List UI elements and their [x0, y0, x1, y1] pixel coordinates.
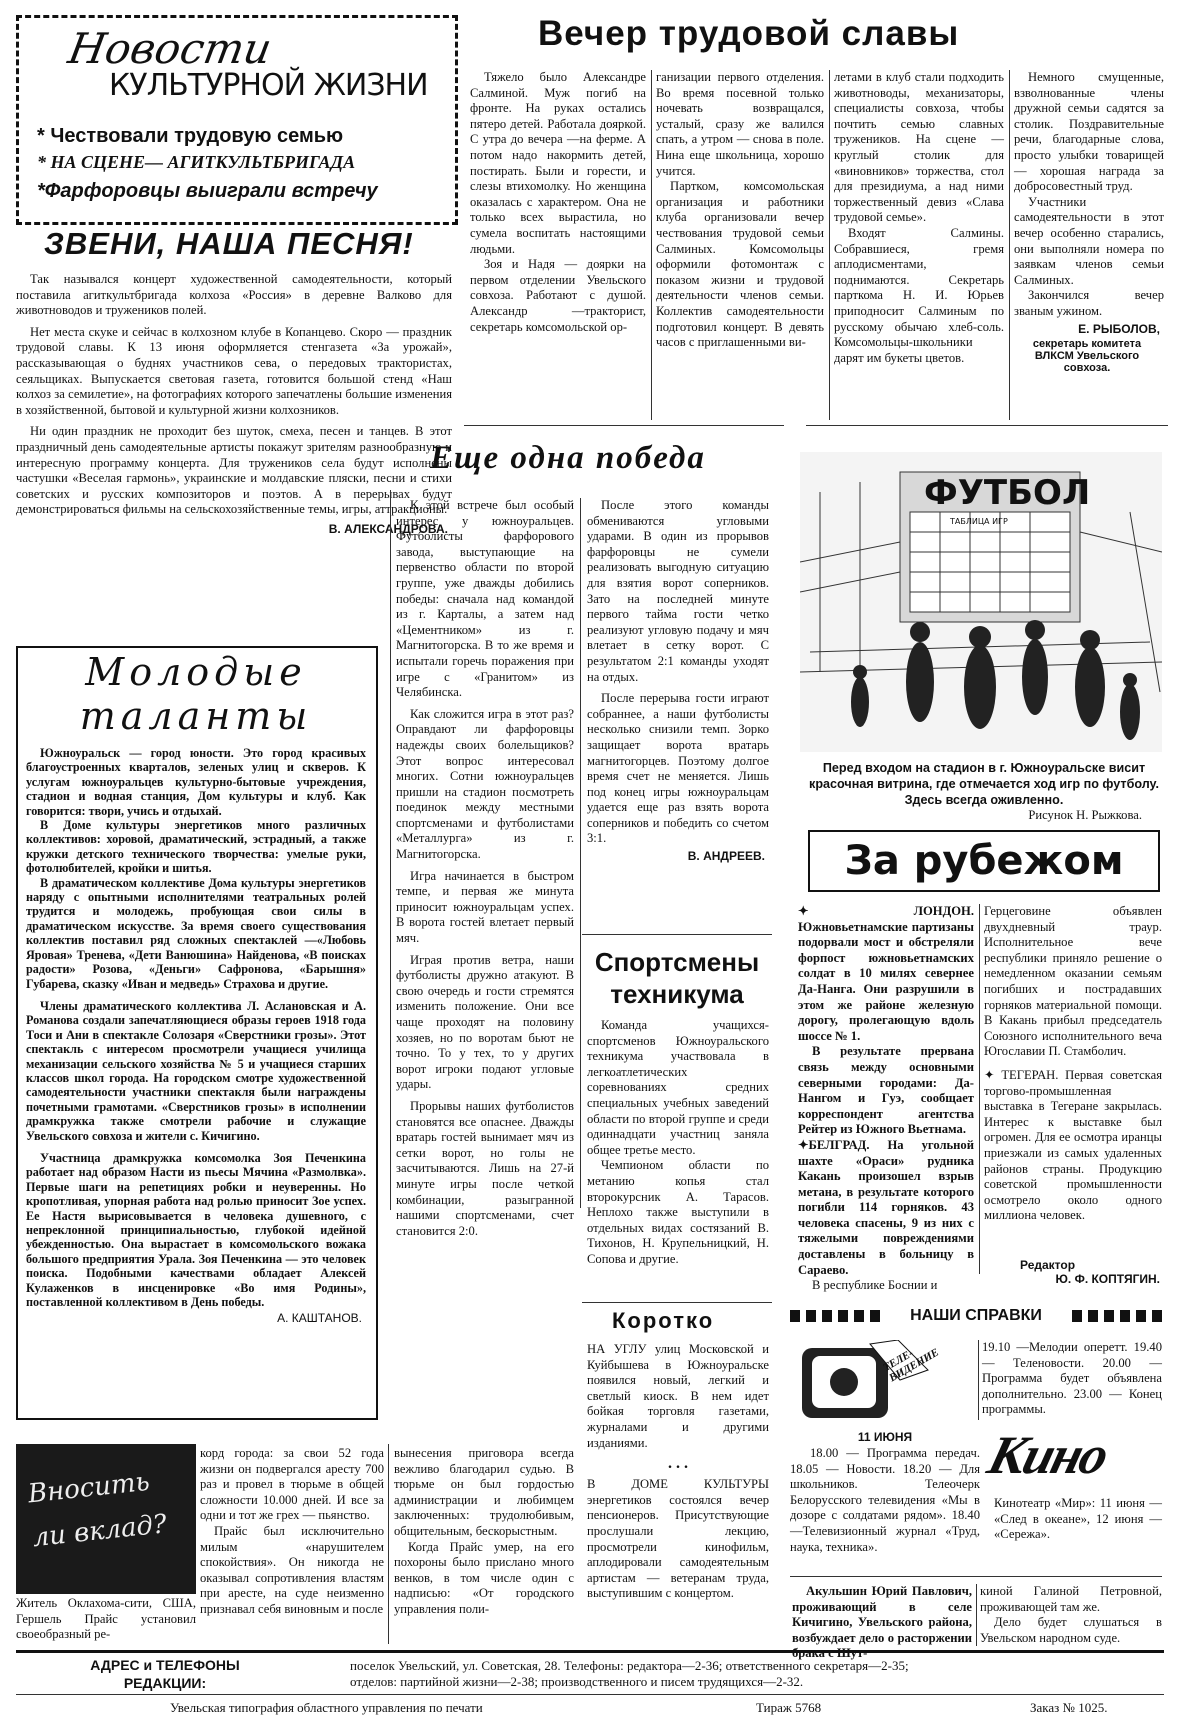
evening-signature-title: секретарь комитета ВЛКСМ Увельского совхоза.	[1032, 337, 1142, 374]
tv-logo-text: ТЕЛЕ-ВИДЕНИЕ	[881, 1346, 942, 1385]
victory-paragraph: Играя против ветра, наши футболисты дружно атакуют. В свою очередь и гости стремятся изменить положение. Они все чаще проходят на половину хозяев, но по воротам бьют не точно. То у тех, то у других ворот игроки подают угловые удары.	[396, 952, 574, 1092]
tv-schedule-left-text: 18.00 — Программа передач. 18.05 — Новости. 18.20 — Для школьников. Телеочерк Белорусского телевидения «Мы в дозоре с солдатами рядом». 18.40 —Телевизионный журнал «Труд, наука, техника».	[790, 1446, 980, 1554]
footer-circulation: Тираж 5768	[756, 1700, 822, 1715]
abroad-col-1	[798, 904, 974, 1294]
song-signature: В. АЛЕКСАНДРОВА.	[328, 521, 448, 536]
divider	[582, 934, 772, 935]
football-illustration	[800, 452, 1162, 752]
abroad-news: В республике Боснии и	[812, 1278, 938, 1293]
football-sign-subtext: ТАБЛИЦА ИГР	[950, 517, 1008, 526]
victory-paragraph: После перерыва гости играют собраннее, а наши футболисты несколько снизили темп. Зорко защищает ворота вратарь магнитогорцев. Поэтому долгое время счет не меняется. Лишь под конец игры южноуральцам удается еще раз взять ворота соперников и победить со счетом 3:1.	[587, 691, 769, 846]
football-drawing-icon	[800, 452, 1162, 752]
victory-col-1	[396, 498, 574, 1239]
evening-col-4-text-c: Закончился вечер званым ужином.	[1014, 288, 1164, 318]
footer-address	[350, 1658, 1150, 1690]
evening-col-1-text: Тяжело было Александре Салминой. Муж погиб на фронте. На руках остались пятеро детей. Работала дояркой. С утра до вечера —на ферме. А потом надо накормить детей, постирать. Были и горести, и слезы втихомолку. Но женщина оказалась с характером. Она не только всех вырастила, но сумела воспитать настоящими людьми.	[470, 70, 646, 256]
smoke-col-2-text-b: Прайс был исключительно милым «нарушителем спокойствия». Он никогда не оказывал сопротивления властям при аресте, на суде неизменно признавал себя виновным и после	[200, 1523, 384, 1616]
football-caption-block	[806, 760, 1162, 823]
football-caption: Перед входом на стадион в г. Южноуральске висит красочная витрина, где отмечается ход игр по футболу. Здесь всегда оживленно.	[809, 761, 1159, 807]
divider	[790, 1576, 1162, 1577]
tv-date: 11 ИЮНЯ	[857, 1430, 913, 1444]
briefly-headline: Коротко	[612, 1308, 715, 1333]
smoke-image	[16, 1444, 196, 1594]
briefly-item-1: НА УГЛУ улиц Московской и Куйбышева в Южноуральске появился новый, легкий и светлый киоск. В нем идет бойкая торговля газетами, журналами и другими изданиями.	[587, 1342, 769, 1450]
victory-signature: В. АНДРЕЕВ.	[687, 849, 765, 864]
sportsmen-article	[587, 1018, 769, 1268]
talents-headline-1: Молодые	[85, 650, 307, 694]
victory-paragraph: К этой встрече был особый интерес у южноуральцев. Футболисты фарфорового завода, выступающие на первенство области по второй группе, уже дважды добились победы: сначала над командой из г. Карталы, а затем над «Цементником» из г. Магнитогорска. В то же время и испытали горечь поражения при игре с «Гранитом» из Челябинска.	[396, 498, 574, 700]
our-info-headline: НАШИ СПРАВКИ	[910, 1307, 1042, 1324]
evening-col-4	[1014, 70, 1164, 374]
tv-logo	[800, 1340, 942, 1436]
footer-rule	[16, 1694, 1164, 1695]
victory-paragraph: После этого команды обмениваются угловыми ударами. В один из прорывов фарфоровцы не сумели реализовать выгодную ситуацию для взятия ворот соперников. Зато на последней минуте первого тайма гости четко реализуют угловую подачу и мяч влетает в сетку ворот. С результатом 2:1 команды уходят на отдых.	[587, 498, 769, 684]
abroad-news: В результате прервана связь между основными северными городами: Да-Нангом и Гуэ, сообщает корреспондент агентства Рейтер из Южного Вьетнама.	[798, 1044, 974, 1137]
kino-text: Кинотеатр «Мир»: 11 июня — «След в океане», 12 июня — «Сережа».	[994, 1496, 1162, 1542]
footer-label	[40, 1656, 290, 1692]
briefly-article	[587, 1342, 769, 1602]
divider	[829, 70, 830, 420]
divorce-col-2	[980, 1584, 1162, 1646]
abroad-col-2	[984, 904, 1162, 1224]
briefly-dots: . . .	[668, 1455, 688, 1473]
divider	[979, 904, 980, 1274]
news-box-item-1: * Чествовали трудовую семью	[37, 125, 344, 147]
footer-label-1: АДРЕС и ТЕЛЕФОНЫ	[90, 1657, 240, 1673]
divider	[580, 498, 581, 1208]
song-paragraph-3: Ни один праздник не проходит без шуток, смеха, песен и танцев. В этот праздничный день самодеятельные артисты покажут зрителям разнообразную и интересную программу концерта. Для тружеников села будут исполнены частушки «Веселая гармонь», украинские и молдавские пляски, песни и стихи советских и русских композиторов и поэтов. А в перерывах будут демонстрироваться фильмы на сельскохозяйственные темы, игры, аттракционы.	[16, 424, 452, 517]
divorce-col-1-text: Акульшин Юрий Павлович, проживающий в селе Кичигино, Увельского района, возбуждает дело о расторжении брака с Шут-	[792, 1584, 972, 1661]
divorce-col-2-text: киной Галиной Петровной, проживающей там же.	[980, 1584, 1162, 1614]
footer-label-2: РЕДАКЦИИ:	[123, 1675, 207, 1691]
talents-signature: А. КАШТАНОВ.	[277, 1311, 362, 1326]
football-credit: Рисунок Н. Рыжкова.	[1028, 808, 1142, 822]
editor-block	[990, 1258, 1160, 1286]
news-box-title-line1: Новости	[64, 24, 276, 73]
divider	[464, 425, 784, 426]
news-box	[16, 15, 458, 225]
footer-rule	[16, 1650, 1164, 1653]
header-pattern	[790, 1310, 880, 1322]
abroad-news: Герцеговине объявлен двухдневный траур. Исполнительное вече республики приняло решение о немедленном оказании семьям погибших и пострадавших горняков материальной помощи. В Какань прибыл председатель Союзного исполнительного веча Югославии П. Стамболич.	[984, 904, 1162, 1059]
abroad-news: ✦БЕЛГРАД. На угольной шахте «Ораси» рудника Какань произошел взрыв метана, в результате которого погибли 114 горняков. 43 человека спасены, 9 из них с тяжелыми повреждениями доставлены в больницу в Сараево.	[798, 1137, 974, 1277]
sportsmen-paragraph: Чемпионом области по метанию копья стал второкурсник А. Тарасов. Неплохо также выступили в отдельных видах состязаний В. Тихонов, Н. Крупельницкий, Н. Сопова и другие.	[587, 1158, 769, 1266]
evening-col-3	[834, 70, 1004, 366]
talents-paragraph: В Доме культуры энергетиков много различных коллективов: хоровой, драматический, эстрадный, а также кружки детского технического творчества: умелые руки, фотолюбителей, кройки и шитья.	[26, 818, 366, 876]
song-paragraph-1: Так назывался концерт художественной самодеятельности, который поставила агиткультбригада колхоза «Россия» в деревне Валково для животноводов и тружеников полей.	[16, 272, 452, 318]
header-pattern	[1072, 1310, 1162, 1322]
news-box-item-3: *Фарфоровцы выиграли встречу	[37, 180, 378, 202]
evening-col-3-text-b: Входят Салмины. Собравшиеся, гремя аплодисментами, поднимаются. Секретарь парткома Н. И. Юрьев приподносит Салминым по русскому обычаю хлеб-соль. Комсомольцы-школьники дарят им букеты цветов.	[834, 225, 1004, 365]
divider	[390, 490, 391, 1210]
smoke-col-3	[394, 1446, 574, 1618]
evening-col-4-text-b: Участники самодеятельности в этот вечер особенно старались, они выполняли номера по заявкам членов семьи Салминых.	[1014, 194, 1164, 287]
football-sign-text: ФУТБОЛ	[924, 473, 1091, 513]
smoke-col-2	[200, 1446, 384, 1618]
footer-order: Заказ № 1025.	[1030, 1700, 1108, 1715]
victory-paragraph: Прорывы наших футболистов становятся все опаснее. Дважды вратарь гостей вынимает мяч из сетки ворот, но голы не засчитываются. Лишь на 27-й минуте игры после четкой комбинации, разыгранной нашими спортсменами, счет становится 2:0.	[396, 1098, 574, 1238]
talents-article	[26, 746, 366, 1325]
smoke-col-2-text: корд города: за свои 52 года жизни он подвергался аресту 700 раз и провел в тюрьме в общей сложности 10.000 дней. И все за одни и тот же грех — пьянство.	[200, 1446, 384, 1523]
evening-signature: Е. РЫБОЛОВ,	[1078, 321, 1160, 336]
smoke-col-3-text-b: Когда Прайс умер, на его похороны было прислано много венков, в том числе один с надписью: «От городского управления поли-	[394, 1539, 574, 1616]
evening-col-2	[656, 70, 824, 351]
tv-schedule-right	[982, 1340, 1162, 1418]
sportsmen-headline-1: Спортсмены	[594, 947, 760, 977]
divider	[976, 1584, 977, 1646]
divider	[651, 70, 652, 420]
smoke-image-text: Вносить ли вклад?	[26, 1466, 169, 1554]
abroad-headline-box	[808, 830, 1160, 892]
evening-col-2-text: ганизации первого отделения. Во время посевной только ночевать возвращался, усталый, сразу же валился спать, а утром — снова в поле. Нина еще школьница, хорошо учится.	[656, 70, 824, 178]
evening-col-1	[470, 70, 646, 335]
smoke-col-1	[16, 1596, 196, 1643]
tv-schedule-left	[790, 1430, 980, 1555]
divider	[388, 1444, 389, 1644]
divorce-col-2-text-b: Дело будет слушаться в Увельском народном суде.	[980, 1615, 1162, 1645]
song-headline: ЗВЕНИ, НАША ПЕСНЯ!	[44, 226, 414, 261]
talents-paragraph: В драматическом коллективе Дома культуры энергетиков наряду с опытными исполнителями театральных ролей трудится и молодежь, пробующая свои силы в драматическом искусстве. За время своего существования коллектив поставил ряд сложных спектаклей —«Любовь Яровая» Тренева, «Дети Ванюшина» Найденова, «В поисках радости» Розова, «Деньги» Сафронова, «Барышня» Губарева, сказку «Иван и медведь» Страхова и другие.	[26, 875, 366, 991]
victory-col-2	[587, 498, 769, 863]
footer-line-2: отделов: партийной жизни—2-38; производственного и писем трудящихся—2-32.	[350, 1674, 804, 1689]
talents-headline	[26, 650, 366, 738]
footer-printer: Увельская типография областного управления по печати	[170, 1700, 483, 1715]
abroad-news: ✦ ТЕГЕРАН. Первая советская торгово-промышленная выставка в Тегеране закрылась. Интерес к выставке был огромен. Для ее осмотра иранцы приезжали из самых удаленных районов страны. Продукцию советской промышленности осмотрело около одного миллиона человек.	[984, 1067, 1162, 1223]
divider	[978, 1340, 979, 1420]
song-article	[16, 272, 452, 536]
evening-col-1-text-b: Зоя и Надя — доярки на первом отделении Увельского совхоза. Работают с душой. Александр —тракторист, секретарь комсомольской ор-	[470, 257, 646, 334]
talents-paragraph: Участница драмкружка комсомолка Зоя Печенкина работает над образом Насти из пьесы Мячина «Размолвка». Первые шаги на репетициях робки и неуверенны. Но кропотливая, упорная работа над ролью приносит Зое успех. Ее Настя вырисовывается в человека душевного, с непреклонной принципиальностью, глубокой идейной убежденностью. Она вырастает в комсомольского вожака большого предприятия Урала. Зоя Печенкина — это человек поиска. Подобными качествами обладает Алексей Кулаженков в инсценировке «Во имя Родины», поставленной коллективом в День победы.	[26, 1150, 366, 1310]
editor-name: Ю. Ф. КОПТЯГИН.	[1055, 1272, 1160, 1286]
evening-headline: Вечер трудовой славы	[538, 14, 960, 53]
briefly-item-2: В ДОМЕ КУЛЬТУРЫ энергетиков состоялся вечер пенсионеров. Присутствующие прослушали лекцию, просмотрели кинофильм, аплодировали самодеятельным артистам — ветеранам труда, выступившим с концертом.	[587, 1477, 769, 1601]
talents-headline-2: таланты	[79, 694, 313, 738]
divider	[806, 425, 1168, 426]
smoke-col-3-text: вынесения приговора всегда вежливо благодарил судью. В тюрьме он был гордостью администрации и любимцем заключенных: трудолюбивым, общительным, бескорыстным.	[394, 1446, 574, 1538]
sportsmen-paragraph: Команда учащихся-спортсменов Южноуральского техникума участвовала в легкоатлетических соревнованиях средних специальных учебных заведений области по второй группе и среди одиннадцати участниц заняла общее третье место.	[587, 1018, 769, 1157]
news-box-item-2: * НА СЦЕНЕ— АГИТКУЛЬТБРИГАДА	[37, 152, 356, 172]
divider	[582, 1302, 772, 1303]
kino-block	[994, 1496, 1162, 1543]
footer-line-1: поселок Увельский, ул. Советская, 28. Телефоны: редактора—2-36; ответственного секретаря—2-35;	[350, 1658, 909, 1673]
victory-paragraph: Как сложится игра в этот раз? Оправдают ли фарфоровцы надежды своих болельщиков? Этот вопрос интересовал многих. Сотни южноуральцев пришли на стадион посмотреть поединок между местными спортсменами и футболистами «Металлурга» из г. Магнитогорска.	[396, 706, 574, 862]
editor-label: Редактор	[1020, 1258, 1076, 1272]
our-info-header	[790, 1302, 1162, 1330]
talents-paragraph: Южноуральск — город юности. Это город красивых благоустроенных кварталов, зеленых улиц и скверов. К услугам южноуральцев культурно-бытовые учреждения, стадион и водная станция, Дом культуры и клуб. Как говорится: твори, учись и отдыхай.	[26, 746, 366, 818]
abroad-news: ✦ ЛОНДОН. Южновьетнамские партизаны подорвали мост и обстреляли форпост южновьетнамских солдат в 10 милях севернее Да-Нанга. Они разрушили в этом же районе железную дорогу, пролегающую вдоль шоссе № 1.	[798, 904, 974, 1043]
tv-schedule-right-text: 19.10 —Мелодии оперетт. 19.40 — Теленовости. 20.00 — Программа будет объявлена дополнительно. 23.00 — Конец программы.	[982, 1340, 1162, 1417]
news-box-title-line2: КУЛЬТУРНОЙ ЖИЗНИ	[109, 68, 428, 103]
kino-logo: Кино	[981, 1425, 1114, 1485]
talents-paragraph: Члены драматического коллектива Л. Аслановская и А. Романова создали запечатляющиеся образы героев 1918 года Тоси и Ани в спектакле Солозаря «Сверстники грозы». Этот спектакль с интересом просмотрели учащиеся училища механизации сельского хозяйства № 5 и учащиеся старших классов школ города. На городском смотре художественной самодеятельности участники спектакля были награждены почетными грамотами. «Сверстников грозы» в исполнении драмкружка также смотрели рабочие и служащие Увельского совхоза и жители с. Кичигино.	[26, 998, 366, 1143]
song-paragraph-2: Нет места скуке и сейчас в колхозном клубе в Копанцево. Скоро — праздник трудовой славы. К 13 июня оформляется стенгазета «За урожай», рассказывающая о буднях участников сева, о передовых трактористах, сеяльщиках. Выпускается световая газета, готовится большой стенд «Наш колхоз за семилетие», на фотографиях которого запечатлены большие изменения в хозяйственной, бытовой и культурной жизни колхозников.	[16, 324, 452, 417]
divider	[1009, 70, 1010, 420]
victory-headline: Еще одна победа	[430, 440, 706, 476]
evening-col-4-text: Немного смущенные, взволнованные члены дружной семьи садятся за столик. Поздравительные речи, благодарные слова, просто улыбки товарищей — хорошая награда за добросовестный труд.	[1014, 70, 1164, 194]
abroad-headline: За рубежом	[844, 838, 1124, 884]
sportsmen-headline	[582, 946, 772, 1010]
evening-col-2-text-b: Партком, комсомольская организация и работники клуба организовали вечер чествования трудовой семьи Салминых. Комсомольцы оформили фотомонтаж с показом жизни и трудовой деятельности членов семьи. Коллектив самодеятельности подготовил концерт. В девять часов с приглашенными ви-	[656, 179, 824, 350]
smoke-col-1-text: Житель Оклахома-сити, США, Гершель Прайс установил своеобразный ре-	[16, 1596, 196, 1642]
sportsmen-headline-2: техникума	[610, 979, 744, 1009]
evening-col-3-text: летами в клуб стали подходить животноводы, механизаторы, специалисты совхоза, чтобы почтить семью славных тружеников. На сцене — круглый столик для «виновников» торжества, стол для президиума, а над ними торжественный девиз «Слава трудовой семье».	[834, 70, 1004, 225]
victory-paragraph: Игра начинается в быстром темпе, и первая же минута приносит южноуральцам успех. В ворота гостей влетает первый мяч.	[396, 868, 574, 946]
